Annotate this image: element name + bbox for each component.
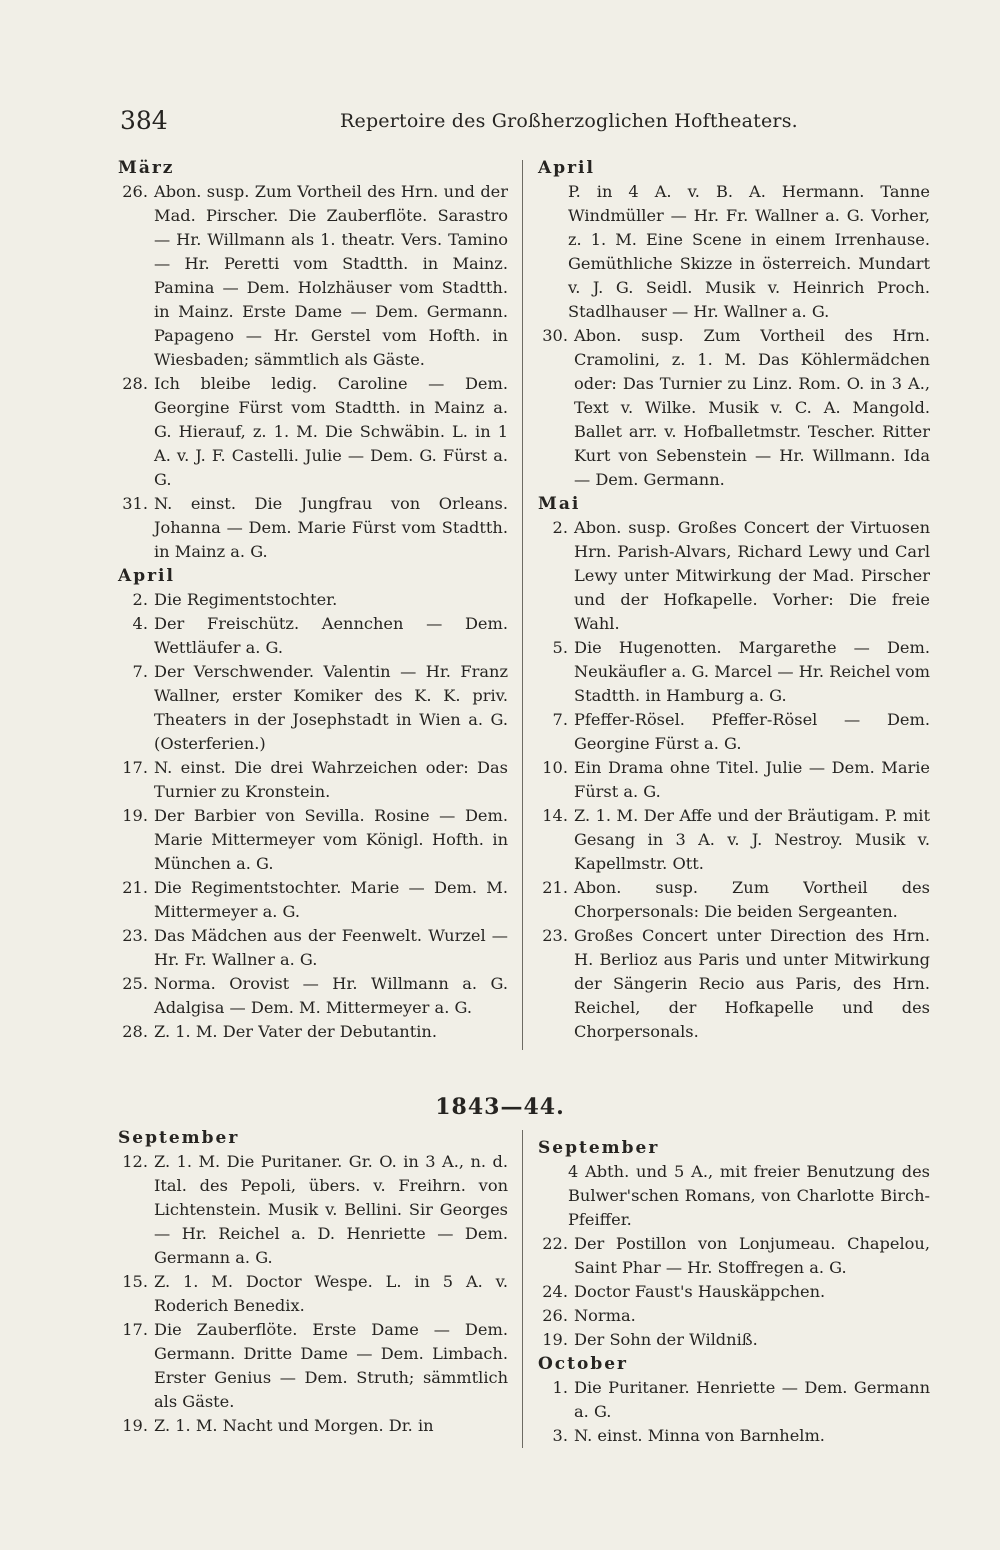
entry-text: Z. 1. M. Der Vater der Debutantin. [154,1022,437,1041]
top-left-column [118,156,508,1044]
entry-day: 30. [542,326,568,345]
entry-day: 28. [122,374,148,393]
entry-day: 26. [122,182,148,201]
list-item [538,636,930,708]
entry-text: N. einst. Die drei Wahrzeichen oder: Das Turnier zu Kronstein. [154,758,508,801]
entry-text: Z. 1. M. Der Affe und der Bräutigam. P. mit Gesang in 3 A. v. J. Nestroy. Musik v. Kapellmstr. Ott. [574,806,930,873]
entry-text: Die Zauberflöte. Erste Dame — Dem. Germann. Dritte Dame — Dem. Limbach. Erster Genius — Dem. Struth; sämmtlich als Gäste. [154,1320,508,1411]
entry-text: Abon. susp. Zum Vortheil des Hrn. und der Mad. Pirscher. Die Zauberflöte. Sarastro — Hr. Willmann als 1. theatr. Vers. Tamino — Hr. Peretti vom Stadtth. in Mainz. Pamina — Dem. Holzhäuser vom Stadtth. in Mainz. Erste Dame — Dem. Germann. Papageno — Hr. Gerstel vom Hofth. in Wiesbaden; sämmtlich als Gäste. [154,182,508,369]
list-item [118,612,508,660]
entry-day: 31. [122,494,148,513]
entry-text: Der Postillon von Lonjumeau. Chapelou, Saint Phar — Hr. Stoffregen a. G. [574,1234,930,1277]
entry-day: 2. [132,590,148,609]
continued-entry-text: P. in 4 A. v. B. A. Hermann. Tanne Windmüller — Hr. Fr. Wallner a. G. Vorher, z. 1. M. Eine Scene in einem Irrenhause. Gemüthliche Skizze in österreich. Mundart v. J. G. Seidl. Musik v. Heinrich Proch. Stadlhauser — Hr. Wallner a. G. [568,182,930,321]
month-heading: October [538,1354,629,1374]
entry-day: 28. [122,1022,148,1041]
entry-day: 12. [122,1152,148,1171]
list-item [118,804,508,876]
entry-day: 23. [542,926,568,945]
season-title: 1843—44. [435,1094,565,1120]
entry-text: N. einst. Die Jungfrau von Orleans. Johanna — Dem. Marie Fürst vom Stadtth. in Mainz a. G. [154,494,508,561]
list-item [538,804,930,876]
column-divider-top [522,160,523,1050]
entry-text: Die Puritaner. Henriette — Dem. Germann a. G. [574,1378,930,1421]
entry-text: Abon. susp. Zum Vortheil des Chorpersonals: Die beiden Sergeanten. [574,878,930,921]
entry-day: 19. [122,1416,148,1435]
month-heading: September [538,1138,660,1158]
list-item [118,372,508,492]
list-item [118,876,508,924]
bottom-left-column [118,1126,508,1438]
list-item [118,972,508,1020]
entry-text: Der Verschwender. Valentin — Hr. Franz Wallner, erster Komiker des K. K. priv. Theaters in der Josephstadt in Wien a. G. (Osterferien.) [154,662,508,753]
entry-text: Pfeffer-Rösel. Pfeffer-Rösel — Dem. Georgine Fürst a. G. [574,710,930,753]
entry-day: 23. [122,926,148,945]
list-item [538,1280,930,1304]
entry-day: 5. [552,638,568,657]
list-item [118,588,508,612]
entry-text: Die Hugenotten. Margarethe — Dem. Neukäufler a. G. Marcel — Hr. Reichel vom Stadtth. in Hamburg a. G. [574,638,930,705]
list-item [118,1414,508,1438]
entry-text: Z. 1. M. Nacht und Morgen. Dr. in [154,1416,434,1435]
list-item [118,1150,508,1270]
page-header [120,106,930,142]
list-item [118,756,508,804]
list-item [118,1270,508,1318]
entry-day: 14. [542,806,568,825]
entry-text: Das Mädchen aus der Feenwelt. Wurzel — Hr. Fr. Wallner a. G. [154,926,508,969]
month-heading: Mai [538,494,581,514]
entry-text: N. einst. Minna von Barnhelm. [574,1426,825,1445]
running-title: Repertoire des Großherzoglichen Hoftheaters. [340,110,798,132]
month-heading: September [118,1128,240,1148]
list-item [538,876,930,924]
month-heading: April [538,158,595,178]
entry-day: 25. [122,974,148,993]
list-item [538,756,930,804]
list-item [118,1318,508,1414]
entry-text: Ich bleibe ledig. Caroline — Dem. Georgine Fürst vom Stadtth. in Mainz a. G. Hierauf, z. 1. M. Die Schwäbin. L. in 1 A. v. J. F. Castelli. Julie — Dem. G. Fürst a. G. [154,374,508,489]
bottom-right-column [538,1136,930,1448]
entry-day: 7. [552,710,568,729]
entry-text: Z. 1. M. Die Puritaner. Gr. O. in 3 A., n. d. Ital. des Pepoli, übers. v. Freihrn. von Lichtenstein. Musik v. Bellini. Sir Georges — Hr. Reichel a. D. Henriette — Dem. Germann a. G. [154,1152,508,1267]
entry-text: Der Freischütz. Aennchen — Dem. Wettläufer a. G. [154,614,508,657]
list-item [118,660,508,756]
entry-day: 7. [132,662,148,681]
entry-day: 22. [542,1234,568,1253]
entry-day: 1. [552,1378,568,1397]
column-divider-bottom [522,1130,523,1448]
entry-day: 17. [122,1320,148,1339]
month-heading: April [118,566,175,586]
entry-text: Ein Drama ohne Titel. Julie — Dem. Marie Fürst a. G. [574,758,930,801]
list-item [118,1020,508,1044]
top-right-column [538,156,930,1044]
entry-text: Großes Concert unter Direction des Hrn. H. Berlioz aus Paris und unter Mitwirkung der Sängerin Recio aus Paris, des Hrn. Reichel, der Hofkapelle und des Chorpersonals. [574,926,930,1041]
entry-text: Der Barbier von Sevilla. Rosine — Dem. Marie Mittermeyer vom Königl. Hofth. in München a. G. [154,806,508,873]
list-item [538,1304,930,1328]
entry-text: Der Sohn der Wildniß. [574,1330,758,1349]
entry-day: 21. [542,878,568,897]
entry-day: 4. [132,614,148,633]
entry-text: Norma. Orovist — Hr. Willmann a. G. Adalgisa — Dem. M. Mittermeyer a. G. [154,974,508,1017]
continued-entry-text: 4 Abth. und 5 A., mit freier Benutzung des Bulwer'schen Romans, von Charlotte Birch-Pfeiffer. [568,1162,930,1229]
entry-day: 19. [542,1330,568,1349]
month-heading: März [118,158,175,178]
list-item [538,1328,930,1352]
entry-day: 19. [122,806,148,825]
list-item [538,1424,930,1448]
list-item [118,924,508,972]
entry-text: Die Regimentstochter. Marie — Dem. M. Mittermeyer a. G. [154,878,508,921]
entry-day: 3. [552,1426,568,1445]
entry-text: Doctor Faust's Hauskäppchen. [574,1282,826,1301]
page-number: 384 [120,106,168,135]
list-item [538,1232,930,1280]
entry-day: 10. [542,758,568,777]
list-item [118,180,508,372]
list-item [538,708,930,756]
entry-day: 26. [542,1306,568,1325]
entry-day: 17. [122,758,148,777]
list-item [118,492,508,564]
list-item [538,924,930,1044]
list-item [538,324,930,492]
entry-text: Abon. susp. Großes Concert der Virtuosen Hrn. Parish-Alvars, Richard Lewy und Carl Lewy unter Mitwirkung der Mad. Pirscher und der Hofkapelle. Vorher: Die freie Wahl. [574,518,930,633]
entry-day: 24. [542,1282,568,1301]
entry-text: Die Regimentstochter. [154,590,338,609]
entry-day: 2. [552,518,568,537]
list-item [538,1376,930,1424]
entry-text: Z. 1. M. Doctor Wespe. L. in 5 A. v. Roderich Benedix. [154,1272,508,1315]
entry-text: Norma. [574,1306,636,1325]
entry-text: Abon. susp. Zum Vortheil des Hrn. Cramolini, z. 1. M. Das Köhlermädchen oder: Das Turnier zu Linz. Rom. O. in 3 A., Text v. Wilke. Musik v. C. A. Mangold. Ballet arr. v. Hofballetmstr. Tescher. Ritter Kurt von Sebenstein — Hr. Willmann. Ida — Dem. Germann. [574,326,930,489]
list-item [538,516,930,636]
entry-day: 15. [122,1272,148,1291]
entry-day: 21. [122,878,148,897]
